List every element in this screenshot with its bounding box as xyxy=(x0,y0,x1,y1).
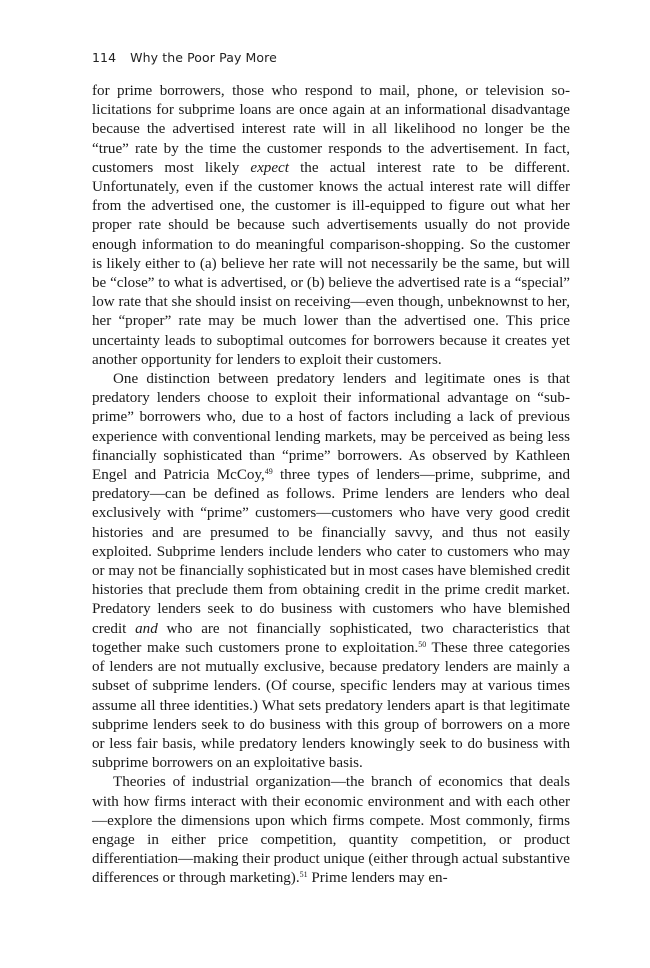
text-run: three types of lenders—prime, subprime, and predatory—can be defined as follows. Prime lenders are lenders who deal exclusively with “prime” customers—customers who have very good credit histories and are presumed to be financially savvy, and thus not easily exploited. Subprime lenders include lenders who cater to customers who may or may not be financially sophisticated but in most cases have blemished credit histories that preclude them from obtaining credit in the prime credit market. Predatory lenders seek to do business with customers who have blemished credit xyxy=(92,467,570,637)
text-run: One distinction between predatory lenders and legitimate ones is that predatory lenders choose to exploit their informational advantage on “subprime” borrowers who, due to a host of factors including a lack of previous experience with conventional lending markets, may be perceived as being less financially sophisticated than “prime” borrowers. As observed by Kathleen Engel and Patricia McCoy, xyxy=(92,371,570,484)
running-head xyxy=(92,50,277,65)
text-run: Prime lenders may en- xyxy=(307,870,448,887)
emphasis-text: expect xyxy=(250,159,289,176)
running-title: Why the Poor Pay More xyxy=(130,50,277,65)
page-number: 114 xyxy=(92,50,117,65)
emphasis-text: and xyxy=(135,620,158,637)
text-run: the actual interest rate to be different. Unfortunately, even if the customer knows the actual interest rate will differ from the advertised one, the customer is ill-equipped to figure out what her proper rate should be because such advertisements usually do not provide enough information to do meaningful comparison-shopping. So the customer is likely either to (a) believe her rate will not necessarily be the same, but will be “close” to what is advertised, or (b) believe the advertised rate is a “special” low rate that she should insist on receiving—even though, unbeknownst to her, her “proper” rate may be much lower than the advertised one. This price uncertainty leads to suboptimal outcomes for borrowers because it creates yet another opportunity for lenders to exploit their customers. xyxy=(92,159,570,368)
paragraph-1 xyxy=(92,82,570,370)
paragraph-3 xyxy=(92,773,570,888)
text-run: for prime borrowers, those who respond to mail, phone, or television solicitations for subprime loans are once again at an informational disadvantage because the advertised interest rate will in all likelihood no longer be the “true” rate by the time the customer responds to the advertisement. In fact, customers most likely xyxy=(92,83,570,176)
text-run: These three categories of lenders are not mutually exclusive, because predatory lenders are mainly a subset of subprime lenders. (Of course, specific lenders may at various times assume all three identities.) What sets predatory lenders apart is that legitimate subprime lenders seek to do business with this group of borrowers on a more or less fair basis, while predatory lenders knowingly seek to do business with subprime borrowers on an exploitative basis. xyxy=(92,639,570,772)
text-run: who are not financially sophisticated, two characteristics that together make such customers prone to exploitation. xyxy=(92,620,570,656)
footnote-ref: 50 xyxy=(418,639,427,649)
footnote-ref: 51 xyxy=(299,870,308,880)
text-run: Theories of industrial organization—the branch of economics that deals with how firms interact with their economic environment and with each other—explore the dimensions upon which firms compete. Most commonly, firms engage in either price competition, quantity competition, or product differentiation—making their product unique (either through actual substantive differences or through marketing). xyxy=(92,774,570,887)
paragraph-2 xyxy=(92,370,570,773)
footnote-ref: 49 xyxy=(264,467,273,477)
body-text xyxy=(92,82,570,889)
